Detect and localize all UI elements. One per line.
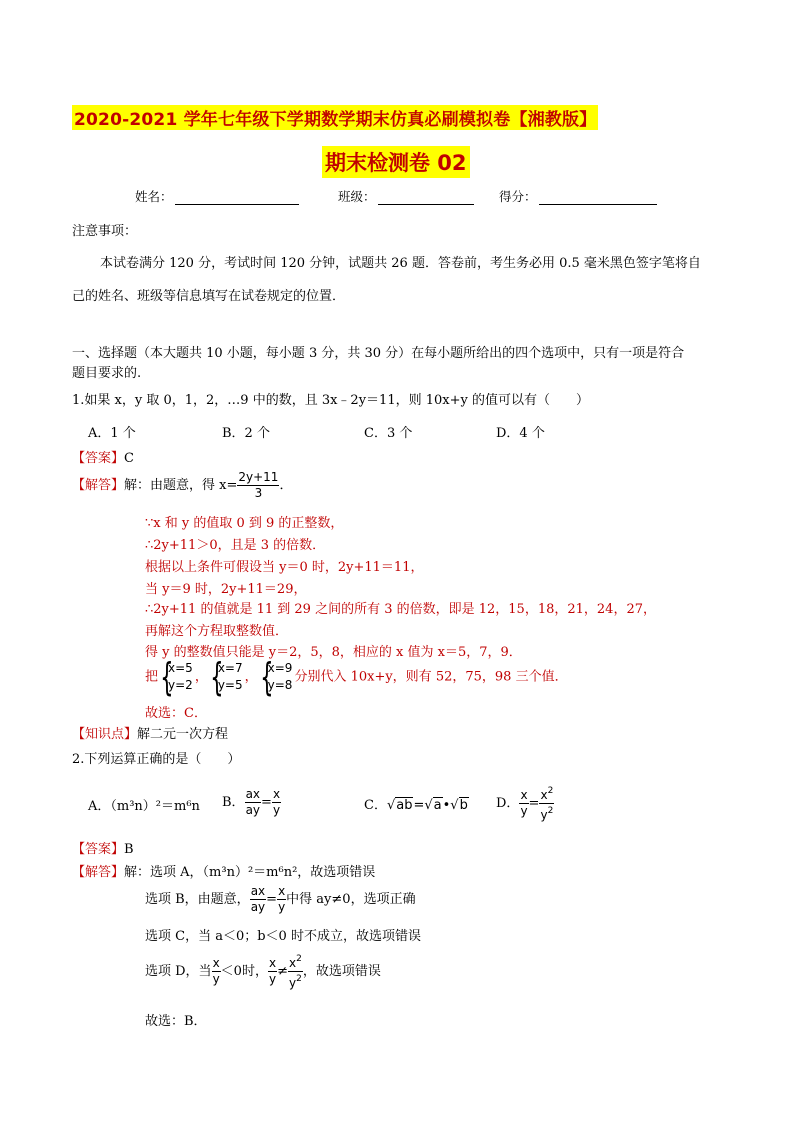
fraction-denominator: y <box>278 900 286 914</box>
substitution-prefix: 把 <box>145 669 159 685</box>
fraction-numerator: x <box>520 788 528 802</box>
solution-a-text: 解：选项 A，（m³n）²＝m⁶n²，故选项错误 <box>124 865 376 880</box>
numerator-base: x <box>540 788 548 802</box>
system-1-row-1: x=5 <box>168 661 193 675</box>
section-heading-line-2: 题目要求的. <box>72 366 142 381</box>
solution-b-pre: 选项 B，由题意， <box>145 892 250 907</box>
solution-tag: 【解答】 <box>72 865 125 880</box>
solution-intro-end: ． <box>279 478 293 493</box>
q1-conclusion: 故选：C． <box>145 706 207 721</box>
q1-solution-line-1: ∵x 和 y 的值取 0 到 9 的正整数， <box>145 516 344 531</box>
score-label: 得分： <box>499 189 537 204</box>
exponent: 2 <box>547 806 554 816</box>
q1-solution-line-2: ∴2y+11＞0，且是 3 的倍数． <box>145 538 326 553</box>
class-field <box>338 187 474 205</box>
q1-solution-line-6: 再解这个方程取整数值． <box>145 624 289 639</box>
fraction-denominator: 3 <box>254 486 263 500</box>
answer-tag: 【答案】 <box>72 451 125 466</box>
q1-knowledge <box>72 723 228 742</box>
fraction <box>237 470 279 501</box>
solution-d-mid: ＜0时， <box>220 964 268 979</box>
q1-option-c: C．3 个 <box>364 426 413 441</box>
notice-line-1: 本试卷满分 120 分，考试时间 120 分钟，试题共 26 题．答卷前，考生务必用 0.5 毫米黑色签字笔将自 <box>100 256 701 271</box>
q1-substitution: 把 { x=5 y=2 ， { x=7 y=5 ， { x=9 y=8 分别代入 10x+y，则有 52，75，98 三个值． <box>145 655 568 699</box>
system-3-row-2: y=8 <box>267 678 293 692</box>
knowledge-tag: 【知识点】 <box>72 727 138 742</box>
option-c-label: C． <box>364 798 387 813</box>
fraction <box>272 787 281 818</box>
equation-system-2: { x=7 y=5 <box>210 655 243 699</box>
denominator-base: y <box>288 976 297 990</box>
radicand: ab <box>396 798 413 813</box>
q2-solution-c: 选项 C，当 a＜0；b＜0 时不成立，故选项错误 <box>145 929 421 944</box>
exam-title: 期末检测卷 02 <box>322 146 470 178</box>
option-b-label: B． <box>222 795 245 810</box>
fraction <box>268 956 277 987</box>
q1-option-b: B．2 个 <box>222 426 270 441</box>
answer-value: C <box>124 451 134 466</box>
fraction <box>288 952 303 991</box>
q1-answer <box>72 447 134 466</box>
equation-system-3: { x=9 y=8 <box>259 655 293 699</box>
q1-solution-line-3: 根据以上条件可假设当 y＝0 时，2y+11＝11， <box>145 560 424 575</box>
radicand: b <box>459 798 468 813</box>
fraction-denominator: y <box>520 804 528 818</box>
q2-option-b: B． $\frac{ax}{ay}$ = $\frac{x}{y}$ <box>222 787 281 817</box>
name-label: 姓名： <box>135 189 173 204</box>
exam-header: 2020-2021 学年七年级下学期数学期末仿真必刷模拟卷【湘教版】 <box>72 105 598 130</box>
denominator-base: y <box>540 808 548 822</box>
numerator-base: x <box>288 956 297 970</box>
section-heading-line-1: 一、选择题（本大题共 10 小题，每小题 3 分，共 30 分）在每小题所给出的四个选项中，只有一项是符合 <box>72 346 685 361</box>
fraction <box>245 787 261 818</box>
fraction-denominator: y <box>212 972 220 986</box>
exponent: 2 <box>296 974 302 984</box>
fraction-numerator: x <box>272 787 281 801</box>
fraction <box>212 956 221 987</box>
system-1-row-2: y=2 <box>168 678 193 692</box>
sqrt-expression: √ab=√a•√b <box>386 798 468 813</box>
q1-solution-line-4: 当 y＝9 时，2y+11＝29， <box>145 582 307 597</box>
knowledge-value: 解二元一次方程 <box>137 727 229 742</box>
fraction <box>277 884 286 915</box>
fraction-denominator: y <box>268 972 277 986</box>
answer-tag: 【答案】 <box>72 842 125 857</box>
q2-conclusion: 故选：B． <box>145 1014 207 1029</box>
option-d-label: D． <box>496 796 520 811</box>
solution-d-pre: 选项 D，当 <box>145 964 212 979</box>
fraction-denominator: y <box>272 803 281 817</box>
solution-tag: 【解答】 <box>72 478 125 493</box>
class-label: 班级： <box>338 189 376 204</box>
fraction-denominator: ay <box>245 803 261 817</box>
substitution-suffix: 分别代入 10x+y，则有 52，75，98 三个值． <box>294 669 568 685</box>
q1-option-d: D．4 个 <box>496 426 545 441</box>
system-2-row-1: x=7 <box>217 661 243 675</box>
fraction-numerator <box>539 784 554 804</box>
q1-solution-line-5: ∴2y+11 的值就是 11 到 29 之间的所有 3 的倍数，即是 12，15，18，21，24，27， <box>145 602 656 617</box>
question-1-stem: 1.如果 x，y 取 0，1，2，…9 中的数，且 3x﹣2y＝11，则 10x+y 的值可以有（ ） <box>72 393 589 408</box>
fraction-denominator: ay <box>250 900 266 914</box>
solution-intro-text: 解：由题意，得 x= <box>124 478 238 493</box>
fraction-numerator: x <box>278 884 286 898</box>
name-field <box>135 187 299 205</box>
fraction <box>539 784 554 823</box>
class-blank <box>378 192 474 205</box>
q2-solution-b: 选项 B，由题意， $\frac{ax}{ay}$ = $\frac{x}{y}$ 中得 ay≠0，选项正确 <box>145 884 416 914</box>
answer-value: B <box>124 842 134 857</box>
fraction-denominator <box>288 972 303 991</box>
q1-solution-intro <box>72 470 292 501</box>
score-field <box>499 187 657 205</box>
notice-heading: 注意事项： <box>72 224 138 239</box>
exponent: 2 <box>547 786 554 796</box>
fraction-numerator: x <box>212 956 220 970</box>
fraction <box>250 884 266 915</box>
q2-option-a: A．（m³n）²＝m⁶n <box>88 799 200 814</box>
notice-line-2: 己的姓名、班级等信息填写在试卷规定的位置． <box>72 289 346 304</box>
exponent: 2 <box>296 954 302 964</box>
system-3-row-1: x=9 <box>267 661 293 675</box>
fraction-numerator <box>288 952 303 972</box>
q2-solution-d: 选项 D，当 $\frac{x}{y}$ ＜0时， $\frac{x}{y}$ ≠ $\frac{x^2}{y^2}$ ，故选项错误 <box>145 954 381 990</box>
fraction-denominator <box>539 804 554 823</box>
solution-d-post: ，故选项错误 <box>302 964 381 979</box>
q2-answer <box>72 838 134 857</box>
fraction <box>519 788 528 819</box>
q2-solution-a <box>72 861 375 880</box>
score-blank <box>539 192 657 205</box>
system-2-row-2: y=5 <box>217 678 243 692</box>
question-2-stem: 2.下列运算正确的是（ ） <box>72 752 241 767</box>
fraction-numerator: ax <box>245 787 261 801</box>
q2-option-d: D． $\frac{x}{y}$ = $\frac{x^2}{y^2}$ <box>496 786 554 822</box>
q1-option-a: A．1 个 <box>88 426 136 441</box>
name-blank <box>175 192 299 205</box>
radicand: a <box>433 798 442 813</box>
fraction-numerator: 2y+11 <box>238 470 279 484</box>
fraction-numerator: x <box>268 956 277 970</box>
equation-system-1: { x=5 y=2 <box>160 655 193 699</box>
q2-option-c <box>364 794 469 813</box>
solution-b-post: 中得 ay≠0，选项正确 <box>286 892 416 907</box>
q1-solution-line-7: 得 y 的整数值只能是 y＝2，5，8，相应的 x 值为 x＝5，7，9． <box>145 645 522 660</box>
fraction-numerator: ax <box>250 884 266 898</box>
